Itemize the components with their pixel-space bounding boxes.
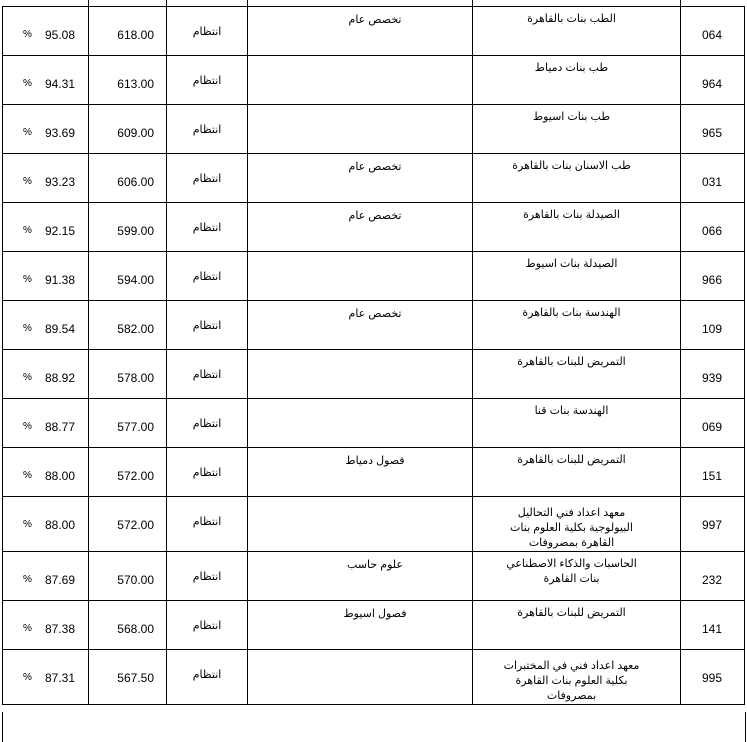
study-mode: انتظام	[192, 222, 222, 234]
percent-sign: %	[23, 274, 32, 285]
code-cell	[681, 105, 745, 154]
faculty-cell	[473, 7, 681, 56]
faculty-cell	[473, 154, 681, 203]
mode-cell	[167, 497, 248, 552]
percent-value: 93.69	[44, 126, 75, 140]
faculty-code: 066	[701, 224, 722, 238]
code-cell	[681, 497, 745, 552]
percent-cell	[3, 7, 89, 56]
percent-value: 88.00	[44, 518, 75, 532]
study-mode: انتظام	[192, 467, 222, 479]
study-mode: انتظام	[192, 124, 222, 136]
study-mode: انتظام	[192, 669, 222, 681]
percent-sign: %	[23, 225, 32, 236]
specialty-cell	[248, 650, 473, 705]
score-cell	[89, 56, 167, 105]
specialty-name: تخصص عام	[348, 210, 402, 222]
percent-sign: %	[23, 29, 32, 40]
faculty-cell	[473, 399, 681, 448]
percent-sign: %	[23, 519, 32, 530]
table-row	[3, 203, 745, 252]
percent-sign: %	[23, 323, 32, 334]
percent-cell	[3, 448, 89, 497]
code-cell	[681, 448, 745, 497]
specialty-name	[248, 497, 472, 503]
study-mode: انتظام	[192, 571, 222, 583]
faculty-cell	[473, 601, 681, 650]
code-cell	[681, 650, 745, 705]
mode-cell	[167, 301, 248, 350]
faculty-name: الصيدلة بنات اسيوط	[525, 258, 618, 270]
mode-cell	[167, 7, 248, 56]
table-row	[3, 252, 745, 301]
percent-value: 91.38	[44, 273, 75, 287]
mode-cell	[167, 552, 248, 601]
faculty-code: 109	[701, 322, 722, 336]
percent-value: 87.31	[44, 671, 75, 685]
percent-sign: %	[23, 78, 32, 89]
specialty-name: فصول اسيوط	[343, 608, 407, 620]
code-cell	[681, 154, 745, 203]
percent-sign: %	[23, 672, 32, 683]
specialty-name	[248, 350, 472, 356]
mode-cell	[167, 56, 248, 105]
score-cell	[89, 552, 167, 601]
score-value: 618.00	[117, 28, 154, 42]
faculty-cell	[473, 350, 681, 399]
percent-cell	[3, 601, 89, 650]
mode-cell	[167, 601, 248, 650]
study-mode: انتظام	[192, 75, 222, 87]
table-row	[3, 552, 745, 601]
specialty-name	[248, 650, 472, 656]
percent-value: 95.08	[44, 28, 75, 42]
table-continuation	[2, 712, 746, 742]
percent-cell	[3, 203, 89, 252]
percent-sign: %	[23, 574, 32, 585]
specialty-cell	[248, 203, 473, 252]
code-cell	[681, 552, 745, 601]
faculty-cell	[473, 252, 681, 301]
mode-cell	[167, 105, 248, 154]
study-mode: انتظام	[192, 173, 222, 185]
specialty-name: تخصص عام	[348, 14, 402, 26]
table-row	[3, 154, 745, 203]
code-cell	[681, 399, 745, 448]
faculty-name: التمريض للبنات بالقاهرة	[517, 356, 626, 368]
faculty-name: معهد اعداد فني التحاليل البيولوجية بكلية العلوم بنات القاهرة بمصروفات	[510, 507, 633, 549]
score-value: 567.50	[117, 671, 154, 685]
score-value: 578.00	[117, 371, 154, 385]
table-row	[3, 105, 745, 154]
score-cell	[89, 448, 167, 497]
table-row	[3, 448, 745, 497]
percent-sign: %	[23, 127, 32, 138]
faculty-code: 151	[701, 469, 722, 483]
percent-value: 92.15	[44, 224, 75, 238]
code-cell	[681, 203, 745, 252]
specialty-cell	[248, 56, 473, 105]
faculty-code: 997	[701, 518, 722, 532]
faculty-name: التمريض للبنات بالقاهرة	[517, 607, 626, 619]
specialty-cell	[248, 350, 473, 399]
percent-cell	[3, 301, 89, 350]
score-value: 613.00	[117, 77, 154, 91]
faculty-code: 031	[701, 175, 722, 189]
score-cell	[89, 350, 167, 399]
score-value: 568.00	[117, 622, 154, 636]
score-cell	[89, 154, 167, 203]
specialty-name	[248, 252, 472, 258]
score-value: 599.00	[117, 224, 154, 238]
specialty-cell	[248, 497, 473, 552]
specialty-name: فصول دمياط	[345, 455, 405, 467]
percent-sign: %	[23, 623, 32, 634]
study-mode: انتظام	[192, 516, 222, 528]
percent-value: 88.00	[44, 469, 75, 483]
mode-cell	[167, 350, 248, 399]
mode-cell	[167, 650, 248, 705]
code-cell	[681, 350, 745, 399]
faculty-name: الطب بنات بالقاهرة	[527, 13, 616, 25]
percent-sign: %	[23, 421, 32, 432]
study-mode: انتظام	[192, 369, 222, 381]
percent-cell	[3, 350, 89, 399]
specialty-cell	[248, 252, 473, 301]
specialty-cell	[248, 301, 473, 350]
score-cell	[89, 7, 167, 56]
faculty-name: الهندسة بنات بالقاهرة	[522, 307, 621, 319]
specialty-cell	[248, 448, 473, 497]
faculty-cell	[473, 56, 681, 105]
study-mode: انتظام	[192, 26, 222, 38]
table-row	[3, 497, 745, 552]
percent-value: 88.77	[44, 420, 75, 434]
score-value: 570.00	[117, 573, 154, 587]
faculty-code: 141	[701, 622, 722, 636]
table-row	[3, 650, 745, 705]
faculty-cell	[473, 301, 681, 350]
specialty-name: تخصص عام	[348, 308, 402, 320]
percent-cell	[3, 552, 89, 601]
table-row	[3, 56, 745, 105]
faculty-code: 939	[701, 371, 722, 385]
study-mode: انتظام	[192, 620, 222, 632]
faculty-name: الهندسة بنات قنا	[534, 405, 609, 417]
study-mode: انتظام	[192, 418, 222, 430]
faculty-code: 966	[701, 273, 722, 287]
code-cell	[681, 56, 745, 105]
percent-cell	[3, 399, 89, 448]
faculty-code: 965	[701, 126, 722, 140]
percent-value: 94.31	[44, 77, 75, 91]
score-cell	[89, 252, 167, 301]
table-row	[3, 350, 745, 399]
mode-cell	[167, 448, 248, 497]
percent-cell	[3, 252, 89, 301]
code-cell	[681, 301, 745, 350]
faculty-code: 232	[701, 573, 722, 587]
score-value: 594.00	[117, 273, 154, 287]
mode-cell	[167, 203, 248, 252]
faculty-name: الصيدلة بنات بالقاهرة	[523, 209, 620, 221]
study-mode: انتظام	[192, 320, 222, 332]
specialty-name: علوم حاسب	[347, 559, 403, 571]
faculty-cell	[473, 552, 681, 601]
faculty-code: 995	[701, 671, 722, 685]
faculty-name: طب الاسنان بنات بالقاهرة	[512, 160, 631, 172]
score-value: 572.00	[117, 469, 154, 483]
score-value: 606.00	[117, 175, 154, 189]
score-cell	[89, 601, 167, 650]
specialty-name: تخصص عام	[348, 161, 402, 173]
specialty-cell	[248, 399, 473, 448]
table-row	[3, 301, 745, 350]
percent-value: 88.92	[44, 371, 75, 385]
faculty-code: 964	[701, 77, 722, 91]
specialty-cell	[248, 7, 473, 56]
score-value: 582.00	[117, 322, 154, 336]
faculty-cell	[473, 650, 681, 705]
percent-cell	[3, 650, 89, 705]
specialty-cell	[248, 154, 473, 203]
score-cell	[89, 497, 167, 552]
score-cell	[89, 301, 167, 350]
percent-cell	[3, 105, 89, 154]
percent-cell	[3, 497, 89, 552]
faculty-cell	[473, 448, 681, 497]
percent-cell	[3, 56, 89, 105]
table-row	[3, 7, 745, 56]
percent-value: 87.38	[44, 622, 75, 636]
code-cell	[681, 7, 745, 56]
faculty-cell	[473, 105, 681, 154]
percent-value: 93.23	[44, 175, 75, 189]
faculty-cell	[473, 497, 681, 552]
code-cell	[681, 252, 745, 301]
specialty-cell	[248, 601, 473, 650]
code-cell	[681, 601, 745, 650]
percent-sign: %	[23, 372, 32, 383]
mode-cell	[167, 252, 248, 301]
score-value: 577.00	[117, 420, 154, 434]
faculty-name: طب بنات دمياط	[534, 62, 609, 74]
faculty-name: معهد اعداد فني في المختبرات بكلية العلوم بنات القاهرة بمصروفات	[503, 660, 640, 702]
faculty-name: الحاسبات والذكاء الاصطناعي بنات القاهرة	[506, 558, 637, 585]
score-cell	[89, 399, 167, 448]
faculty-cell	[473, 203, 681, 252]
specialty-name	[248, 399, 472, 405]
specialty-cell	[248, 105, 473, 154]
admissions-table	[2, 6, 745, 705]
score-cell	[89, 650, 167, 705]
table-row	[3, 399, 745, 448]
faculty-code: 064	[701, 28, 722, 42]
specialty-name	[248, 105, 472, 111]
faculty-name: التمريض للبنات بالقاهرة	[517, 454, 626, 466]
percent-value: 87.69	[44, 573, 75, 587]
faculty-name: طب بنات اسيوط	[532, 111, 611, 123]
score-cell	[89, 203, 167, 252]
percent-value: 89.54	[44, 322, 75, 336]
percent-sign: %	[23, 176, 32, 187]
score-value: 572.00	[117, 518, 154, 532]
score-value: 609.00	[117, 126, 154, 140]
score-cell	[89, 105, 167, 154]
specialty-cell	[248, 552, 473, 601]
percent-cell	[3, 154, 89, 203]
mode-cell	[167, 399, 248, 448]
faculty-code: 069	[701, 420, 722, 434]
specialty-name	[248, 56, 472, 62]
mode-cell	[167, 154, 248, 203]
percent-sign: %	[23, 470, 32, 481]
study-mode: انتظام	[192, 271, 222, 283]
table-row	[3, 601, 745, 650]
